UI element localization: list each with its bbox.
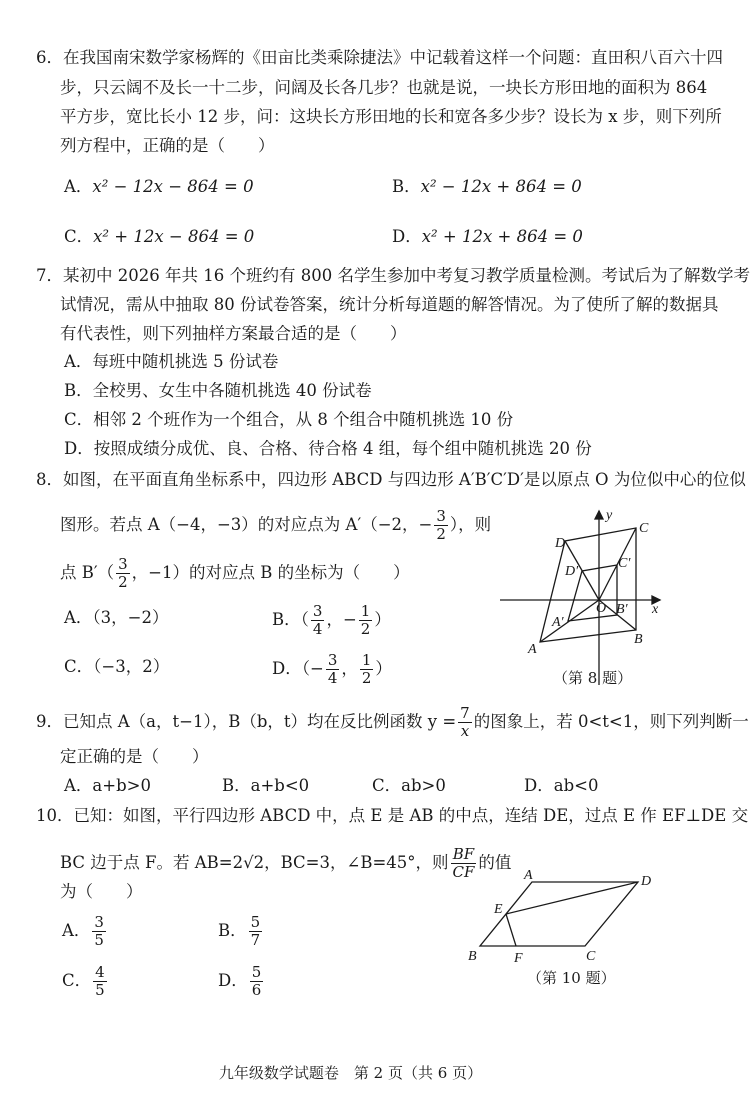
q6-option-c xyxy=(64,227,254,247)
fraction-numerator: 5 xyxy=(250,913,261,931)
q10-option-a-fraction xyxy=(92,914,106,949)
q10-line-1: 10．已知：如图，平行四边形 ABCD 中，点 E 是 AB 的中点，连结 DE，过点 E 作 EF⊥DE 交 xyxy=(36,806,749,825)
q8-option-b-fraction-1 xyxy=(311,603,325,638)
q10-option-d-label: D． xyxy=(218,971,248,990)
label-origin: O xyxy=(596,601,607,616)
figure-8-caption: （第 8 题） xyxy=(553,669,633,687)
q8-option-b-fraction-2 xyxy=(359,603,373,638)
q10-line-3: 为（ ） xyxy=(60,882,143,901)
fraction-denominator: 4 xyxy=(327,669,338,687)
q9-option-c: C．ab>0 xyxy=(372,776,446,795)
label-d: D xyxy=(555,536,566,551)
q8-line-2 xyxy=(60,508,491,543)
q10-option-b-label: B． xyxy=(218,921,247,940)
q6-option-b-expr: x² − 12x + 864 = 0 xyxy=(420,177,582,196)
label-b-prime: B′ xyxy=(616,602,628,617)
q6-option-d-expr: x² + 12x + 864 = 0 xyxy=(421,227,583,246)
q9-option-a: A．a+b>0 xyxy=(64,776,151,795)
q9-line-2: 定正确的是（ ） xyxy=(60,747,209,766)
q6-option-a xyxy=(64,177,254,197)
q9-line-1-post: 的图象上，若 0<t<1，则下列判断一 xyxy=(473,712,749,731)
q9-line-1 xyxy=(36,705,749,740)
fraction-denominator: 2 xyxy=(361,669,372,687)
fraction-numerator: 1 xyxy=(360,602,371,620)
q10-option-c-label: C． xyxy=(62,971,92,990)
q10-option-c xyxy=(62,964,109,999)
q10-option-d-fraction xyxy=(250,964,264,999)
label-d-prime: D′ xyxy=(565,564,579,579)
label-d: D xyxy=(641,874,652,889)
q9-option-d: D．ab<0 xyxy=(524,776,599,795)
q6-line-2: 步，只云阔不及长一十二步，问阔及长各几步？也就是说，一块长方形田地的面积为 864 xyxy=(60,78,708,97)
q8-option-c: C．（−3，2） xyxy=(64,657,170,676)
q6-option-c-expr: x² + 12x − 864 = 0 xyxy=(93,227,255,246)
q10-line-2-pre: BC 边于点 F。若 AB=2√2，BC=3，∠B=45°，则 xyxy=(60,853,449,872)
q10-option-d xyxy=(218,964,265,999)
q9-fraction xyxy=(458,705,472,740)
q8-option-d-mid: ， xyxy=(341,659,358,678)
q8-option-b-label: B．（ xyxy=(272,610,309,629)
label-c: C xyxy=(639,521,649,536)
fraction-denominator: 2 xyxy=(360,620,371,638)
q6-option-d xyxy=(392,227,583,247)
fraction-denominator: 5 xyxy=(95,981,105,999)
figure-10-caption: （第 10 题） xyxy=(527,969,616,987)
q8-line-2-pre: 图形。若点 A（−4，−3）的对应点为 A′（−2，− xyxy=(60,515,433,534)
fraction-denominator: 7 xyxy=(250,931,261,949)
q9-line-1-pre: 9．已知点 A（a，t−1），B（b，t）均在反比例函数 y = xyxy=(36,712,457,731)
q8-option-b xyxy=(272,603,391,638)
q8-option-d-fraction-2 xyxy=(360,652,374,687)
q7-line-3: 有代表性，则下列抽样方案最合适的是（ ） xyxy=(60,324,407,343)
fraction-denominator: x xyxy=(460,722,470,740)
q8-line-3 xyxy=(60,556,410,591)
fraction-numerator: 1 xyxy=(361,651,372,669)
q8-option-d-fraction-1 xyxy=(326,652,340,687)
q10-option-a-label: A． xyxy=(62,921,91,940)
q8-option-b-mid: ，− xyxy=(326,610,357,629)
figure-8-homothety-diagram xyxy=(500,505,680,690)
label-a: A xyxy=(528,642,537,657)
q8-option-a: A．（3，−2） xyxy=(64,608,169,627)
label-c: C xyxy=(586,949,596,964)
label-a-prime: A′ xyxy=(552,615,564,630)
q6-option-a-label: A． xyxy=(64,177,93,196)
parallelogram-abcd xyxy=(480,882,638,946)
label-a: A xyxy=(524,868,533,883)
q9-option-b: B．a+b<0 xyxy=(222,776,310,795)
q6-line-1: 6．在我国南宋数学家杨辉的《田亩比类乘除捷法》中记载着这样一个问题：直田积八百六十四 xyxy=(36,48,723,67)
segment-de xyxy=(506,882,638,914)
fraction-denominator: CF xyxy=(452,863,475,881)
fraction-numerator: 4 xyxy=(95,963,105,981)
q8-option-d xyxy=(272,652,392,687)
fraction-denominator: 2 xyxy=(118,573,128,591)
q8-option-d-label: D．（− xyxy=(272,659,324,678)
q10-line-2 xyxy=(60,846,511,881)
fraction-denominator: 5 xyxy=(94,931,104,949)
q10-option-b-fraction xyxy=(249,914,263,949)
q6-option-b xyxy=(392,177,582,197)
label-b: B xyxy=(468,949,477,964)
label-c-prime: C′ xyxy=(618,556,631,571)
fraction-numerator: BF xyxy=(451,846,477,864)
fraction-numerator: 3 xyxy=(118,555,128,573)
fraction-numerator: 3 xyxy=(94,913,104,931)
q7-option-a: A．每班中随机挑选 5 份试卷 xyxy=(64,352,279,371)
q6-line-3: 平方步，宽比长小 12 步，问：这块长方形田地的长和宽各多少步？设长为 x 步，则下列所 xyxy=(60,107,722,126)
label-b: B xyxy=(634,632,643,647)
q6-option-c-label: C． xyxy=(64,227,94,246)
label-y-axis: y xyxy=(606,508,613,523)
fraction-numerator: 5 xyxy=(251,963,262,981)
q6-option-b-label: B． xyxy=(392,177,421,196)
q8-line-3-post: ，−1）的对应点 B 的坐标为（ ） xyxy=(131,563,410,582)
fraction-numerator: 3 xyxy=(436,507,446,525)
q8-line-1: 8．如图，在平面直角坐标系中，四边形 ABCD 与四边形 A′B′C′D′是以原点 O 为位似中心的位似 xyxy=(36,470,746,489)
q8-line-3-fraction xyxy=(116,556,130,591)
q10-option-c-fraction xyxy=(93,964,107,999)
q6-option-a-expr: x² − 12x − 864 = 0 xyxy=(92,177,254,196)
fraction-denominator: 4 xyxy=(312,620,323,638)
q7-line-2: 试情况，需从中抽取 80 份试卷答案，统计分析每道题的解答情况。为了使所了解的数据具 xyxy=(60,295,719,314)
label-x-axis: x xyxy=(652,602,659,617)
q8-line-2-fraction xyxy=(434,508,448,543)
label-e: E xyxy=(494,902,503,917)
q7-option-d: D．按照成绩分成优、良、合格、待合格 4 组，每个组中随机挑选 20 份 xyxy=(64,439,592,458)
y-axis-arrow xyxy=(595,511,603,519)
segment-ef xyxy=(506,914,516,946)
q7-option-c: C．相邻 2 个班作为一个组合，从 8 个组合中随机挑选 10 份 xyxy=(64,410,514,429)
fraction-numerator: 7 xyxy=(460,704,470,722)
q10-option-a xyxy=(62,914,108,949)
q8-line-3-pre: 点 B′（ xyxy=(60,563,115,582)
q6-line-4: 列方程中，正确的是（ ） xyxy=(60,136,275,155)
q8-line-2-post: ），则 xyxy=(449,515,492,534)
q8-option-d-end: ） xyxy=(375,659,392,678)
q10-option-b xyxy=(218,914,264,949)
q6-option-d-label: D． xyxy=(392,227,422,246)
fraction-denominator: 2 xyxy=(436,525,446,543)
fraction-numerator: 3 xyxy=(327,651,338,669)
q7-line-1: 7．某初中 2026 年共 16 个班约有 800 名学生参加中考复习教学质量检测。考试后为了解数学考 xyxy=(36,266,750,285)
q8-option-b-end: ） xyxy=(374,610,391,629)
q7-option-b: B．全校男、女生中各随机挑选 40 份试卷 xyxy=(64,381,372,400)
q10-line-2-post: 的值 xyxy=(478,853,512,872)
label-f: F xyxy=(514,951,523,966)
figure-10-parallelogram-diagram xyxy=(458,870,668,970)
fraction-denominator: 6 xyxy=(251,981,262,999)
fraction-numerator: 3 xyxy=(312,602,323,620)
page-footer: 九年级数学试题卷 第 2 页（共 6 页） xyxy=(218,1064,483,1082)
